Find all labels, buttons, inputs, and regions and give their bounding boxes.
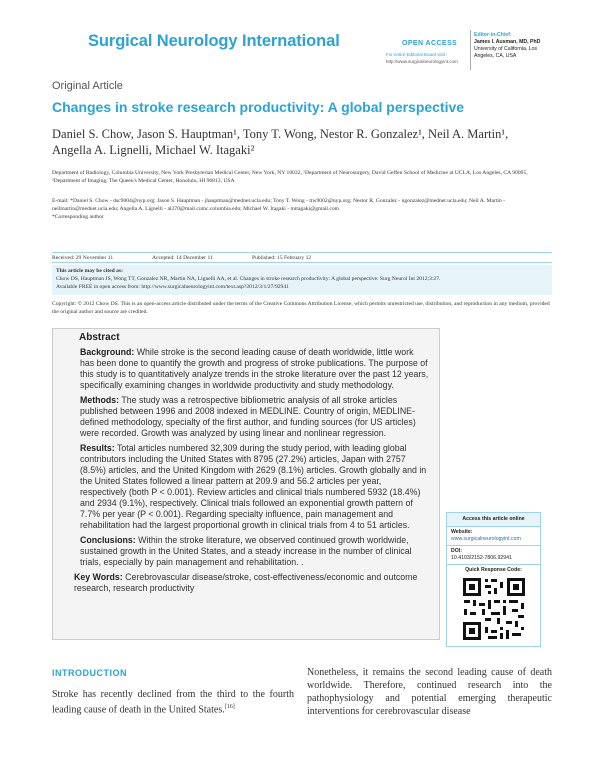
background-label: Background: bbox=[80, 347, 135, 357]
open-access-badge: OPEN ACCESS bbox=[402, 40, 458, 47]
abstract-box bbox=[52, 328, 440, 640]
results-label: Results: bbox=[80, 443, 115, 453]
conclusions-label: Conclusions: bbox=[80, 535, 136, 545]
website-link[interactable]: www.surgicalneurologyint.com bbox=[451, 536, 521, 542]
editorial-board-link[interactable]: http://www.surgicalneurologyint.com bbox=[386, 59, 458, 64]
editor-name: James I. Ausman, MD, PhD bbox=[474, 39, 541, 45]
methods-label: Methods: bbox=[80, 395, 120, 405]
methods-text: The study was a retrospective bibliometric analysis of all stroke articles published between 1996 and 2008 indexed in MEDLINE. Country of origin, MEDLINE-defined methodology, specialty of the first author, and funding sources (for US articles) were recorded. Growth was analyzed by using linear and nonlinear regression. bbox=[80, 395, 416, 438]
website-label: Website: bbox=[451, 529, 473, 535]
keywords-text: Cerebrovascular disease/stroke, cost-effectiveness/economic and outcome research, research productivity bbox=[74, 572, 418, 593]
article-type: Original Article bbox=[52, 80, 123, 92]
results-text: Total articles numbered 32,309 during the study period, with leading global contributors including the United States with 8795 (27.2%) articles, Japan with 2757 (8.5%) articles, and the United Kingdom with 2629 (8.1%) articles. Growth globally and in the United States followed a linear pattern at 209.9 and 56.2 articles per year, respectively (both P < 0.001). Review articles and clinical trials numbered 5932 (18.4%) and 2934 (9.1%), respectively. Clinical trials followed an exponential growth pattern of 7.7% per year (P < 0.001). Regarding specialty influence, pain management and rehabilitation had the largest proportional growth in clinical trials from 4 to 51 articles. bbox=[80, 443, 427, 530]
citation-available[interactable]: Available FREE in open access from: http://www.surgicalneurologyint.com/text.asp?2012/3/1/27/92941 bbox=[56, 284, 289, 290]
intro-heading: INTRODUCTION bbox=[52, 668, 127, 678]
date-bar bbox=[52, 252, 552, 263]
conclusions-text: Within the stroke literature, we observed continued growth worldwide, sustained growth in the United States, and a steady increase in the number of clinical trials, especially by pain management and rehabilitation. . bbox=[80, 535, 412, 567]
editorial-board-text: For entire Editorial Board visit : bbox=[386, 52, 448, 57]
authors-line-1: Daniel S. Chow, Jason S. Hauptman¹, Tony T. Wong, Nestor R. Gonzalez¹, Neil A. Martin¹, bbox=[52, 127, 509, 141]
affiliations: Department of Radiology, Columbia University, New York Presbyterian Medical Center, New York, NY 10032, ¹Department of Neurosurgery, David Geffen School of Medicine at UCLA, Los Angeles, CA 90095, ²Department of Imaging, The Queen's Medical Center, Honolulu, HI 96813, USA bbox=[52, 170, 528, 184]
doi-row bbox=[447, 546, 540, 565]
editor-affil-2: Angeles, CA, USA bbox=[474, 53, 517, 59]
qr-label: Quick Response Code: bbox=[465, 567, 522, 573]
authors-line-2: Angella A. Lignelli, Michael W. Itagaki² bbox=[52, 143, 255, 157]
intro-left-column bbox=[52, 688, 294, 716]
abstract-methods bbox=[80, 395, 429, 439]
website-row bbox=[447, 527, 540, 546]
editor-block bbox=[474, 32, 584, 60]
abstract-background bbox=[80, 347, 429, 391]
author-list bbox=[52, 126, 572, 158]
access-heading: Access this article online bbox=[447, 513, 540, 527]
doi-value[interactable]: 10.4103/2152-7806.92941 bbox=[451, 555, 512, 561]
article-title: Changes in stroke research productivity: A global perspective bbox=[52, 99, 465, 115]
published-date: Published: 15 February 12 bbox=[252, 255, 312, 261]
editor-affil-1: University of California, Los bbox=[474, 46, 538, 52]
abstract-conclusions bbox=[80, 535, 429, 568]
corresponding-author: *Corresponding author bbox=[52, 214, 104, 220]
journal-title: Surgical Neurology International bbox=[88, 32, 340, 50]
intro-left-text: Stroke has recently declined from the third to the fourth leading cause of death in the United States. bbox=[52, 689, 294, 716]
abstract-keywords bbox=[74, 572, 429, 594]
email-list: E-mail: *Daniel S. Chow - dsc9004@nyp.org; Jason S. Hauptman - jhauptman@mednet.ucla.edu; Tony T. Wong - ttw9002@nyp.org; Nestor R. Gonzalez - ngonzalez@mednet.ucla.edu; Neil A. Martin - neilmartin@mednet.ucla.edu; Angella A. Lignelli - al270@mail.cumc.columbia.edu; Michael W. Itagaki - mitagaki@gmail.com bbox=[52, 198, 506, 212]
abstract-results bbox=[80, 443, 429, 531]
author-emails bbox=[52, 197, 552, 221]
qr-code-icon bbox=[461, 576, 527, 642]
citation-text: Chow DS, Hauptman JS, Wong TT, Gonzalez NR, Martin NA, Lignelli AA, et al. Changes in stroke research productivity: A global perspective. Surg Neurol Int 2012;3:27. bbox=[56, 276, 441, 282]
background-text: While stroke is the second leading cause of death worldwide, little work has been done to quantify the growth and progress of stroke publications. The purpose of this study is to quantitatively analyze trends in the stroke literature over the past 12 years, specifically examining changes in worldwide productivity and study methodology. bbox=[80, 347, 429, 390]
accepted-date: Accepted: 14 December 11 bbox=[152, 255, 213, 261]
received-date: Received: 29 November 11 bbox=[52, 255, 114, 261]
citation-label: This article may be cited as: bbox=[56, 268, 123, 274]
citation-box bbox=[52, 265, 552, 295]
keywords-label: Key Words: bbox=[74, 572, 123, 582]
header-divider bbox=[470, 30, 471, 70]
editor-label: Editor-in-Chief: bbox=[474, 32, 512, 38]
access-article-box bbox=[446, 512, 541, 647]
doi-label: DOI: bbox=[451, 548, 462, 554]
copyright-notice: Copyright: © 2012 Chow DS. This is an open-access article distributed under the terms of the Creative Commons Attribution License, which permits unrestricted use, distribution, and reproduction in any medium, provided the original author and source are credited. bbox=[52, 301, 550, 315]
abstract-heading: Abstract bbox=[79, 332, 120, 343]
intro-right-column: Nonetheless, it remains the second leading cause of death worldwide. Therefore, continued research into the pathophysiology and potential emerging therapeutic interventions for cerebrovascular disease bbox=[307, 667, 552, 717]
intro-left-ref[interactable]: [16] bbox=[224, 704, 235, 710]
